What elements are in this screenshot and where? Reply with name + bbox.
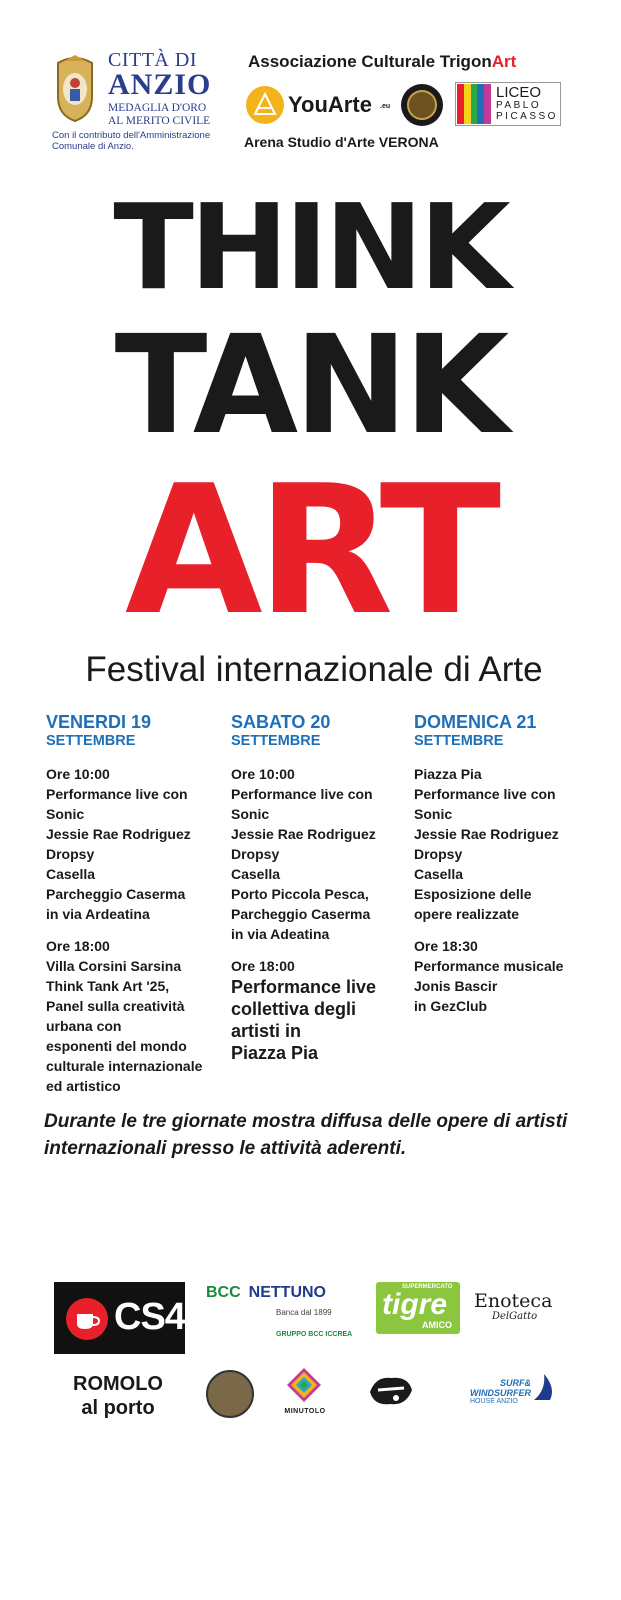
festival-subtitle: Festival internazionale di Arte [85, 650, 543, 689]
event-line: Casella [231, 866, 281, 882]
romolo-sponsor [54, 1372, 182, 1420]
event-line-large: artisti in [231, 1021, 302, 1041]
seal-logo-icon [401, 84, 443, 126]
event-line: Jessie Rae Rodriguez [231, 826, 376, 842]
tigre-amico: AMICO [422, 1320, 452, 1330]
month-title: SETTEMBRE [46, 733, 136, 749]
minutolo-mark-icon [287, 1368, 321, 1402]
event-line: Performance musicale [414, 958, 564, 974]
event-line: Performance live con [46, 786, 188, 802]
surf-line-2: WINDSURFER [470, 1388, 531, 1398]
event-line: Dropsy [414, 846, 463, 862]
liceo-line-2: PABLO [496, 100, 542, 111]
contribution-line-2: Comunale di Anzio. [52, 141, 134, 153]
event-line: Sonic [231, 806, 270, 822]
liceo-picasso-logo [455, 82, 561, 126]
event-line: Jonis Bascir [414, 978, 498, 994]
event-line: Sonic [46, 806, 85, 822]
bcc-nettuno-logo [206, 1284, 352, 1338]
cs4-label: CS4 [114, 1296, 185, 1338]
event-line: Villa Corsini Sarsina [46, 958, 182, 974]
coffee-cup-icon [66, 1298, 108, 1340]
tigre-super: SUPERMERCATO [402, 1284, 453, 1290]
event-line: Sonic [414, 806, 453, 822]
event-line: in via Adeatina [231, 926, 330, 942]
title-art: ART [124, 447, 496, 654]
association-prefix: Associazione Culturale Trigon [248, 52, 492, 71]
event-line: Ore 10:00 [46, 766, 110, 782]
event-line: Performance live con [414, 786, 556, 802]
romolo-line-2: al porto [81, 1397, 155, 1419]
event-line: esponenti del mondo [46, 1038, 187, 1054]
surf-windsurfer-logo [470, 1378, 531, 1405]
tigre-label: tigre [382, 1288, 448, 1321]
footer-note: Durante le tre giornate mostra diffusa delle opere di artisti internazionali presso le attività aderenti. [44, 1111, 568, 1159]
association-suffix: Art [491, 52, 517, 71]
youarte-logo-icon [246, 86, 284, 124]
title-tank: TANK [114, 307, 506, 465]
event-line: Casella [46, 866, 96, 882]
arena-studio: Arena Studio d'Arte VERONA [244, 134, 439, 150]
schedule-friday [46, 712, 224, 1096]
bcc-group: GRUPPO BCC ICCREA [276, 1331, 353, 1338]
event-line-large: Performance live [231, 977, 377, 997]
minutolo-label: MINUTOLO [284, 1408, 326, 1415]
romolo-line-1: ROMOLO [73, 1373, 163, 1395]
event-line: opere realizzate [414, 906, 520, 922]
event-line: Panel sulla creatività [46, 998, 185, 1014]
event-line: Jessie Rae Rodriguez [414, 826, 559, 842]
event-line: ed artistico [46, 1078, 121, 1094]
event-line: Ore 18:30 [414, 938, 478, 954]
event-line-large: collettiva degli [231, 999, 357, 1019]
liceo-line-3: PICASSO [496, 111, 558, 122]
event-line: Dropsy [231, 846, 280, 862]
surf-line-3: HOUSE ANZIO [470, 1398, 518, 1405]
contribution-line-1: Con il contributo dell'Amministrazione [52, 130, 211, 141]
youarte-eu: .eu [380, 103, 391, 110]
sail-icon [530, 1374, 556, 1402]
tigre-amico-logo [376, 1282, 460, 1334]
event-line: in via Ardeatina [46, 906, 150, 922]
nettuno-label: NETTUNO [248, 1284, 326, 1301]
cs4-logo [54, 1282, 185, 1354]
liceo-line-1: LICEO [496, 84, 542, 101]
event-line: Performance live con [231, 786, 373, 802]
event-line: Piazza Pia [414, 766, 482, 782]
bcc-label: BCC [206, 1284, 241, 1301]
event-line: Parcheggio Caserma [231, 906, 371, 922]
gezclub-logo-icon [366, 1372, 416, 1410]
month-title: SETTEMBRE [231, 733, 321, 749]
surf-line-1: SURF& [500, 1378, 531, 1388]
event-line: Esposizione delle [414, 886, 532, 902]
month-title: SETTEMBRE [414, 733, 504, 749]
anzio-crest-icon [52, 55, 98, 123]
event-line: Jessie Rae Rodriguez [46, 826, 191, 842]
day-title: DOMENICA 21 [414, 712, 537, 732]
round-badge-logo-icon [206, 1370, 254, 1418]
event-line: Think Tank Art '25, [46, 978, 170, 994]
city-line-1: CITTÀ DI [108, 49, 197, 71]
event-line: culturale internazionale [46, 1058, 203, 1074]
event-line: Ore 10:00 [231, 766, 295, 782]
event-line: Ore 18:00 [231, 958, 295, 974]
city-line-2: ANZIO [108, 68, 212, 101]
event-line: in GezClub [414, 998, 488, 1014]
city-medal-1: MEDAGLIA D'ORO [108, 102, 207, 114]
youarte-label: YouArte [288, 92, 372, 117]
enoteca-sub: DelGatto [492, 1311, 538, 1322]
enoteca-logo: Enoteca [474, 1290, 553, 1312]
city-of-anzio-logo [108, 50, 228, 128]
event-line: Parcheggio Caserma [46, 886, 186, 902]
color-bars-icon [457, 84, 491, 124]
schedule-saturday [231, 712, 409, 1064]
event-line: Ore 18:00 [46, 938, 110, 954]
day-title: VENERDI 19 [46, 712, 152, 732]
event-line-large: Piazza Pia [231, 1043, 319, 1063]
title-think: THINK [113, 178, 507, 316]
association-title [248, 52, 516, 72]
schedule-sunday [414, 712, 594, 1016]
event-line: Casella [414, 866, 464, 882]
city-medal-2: AL MERITO CIVILE [108, 115, 211, 128]
event-line: Porto Piccola Pesca, [231, 886, 369, 902]
bcc-since: Banca dal 1899 [276, 1308, 332, 1317]
event-line: urbana con [46, 1018, 122, 1034]
day-title: SABATO 20 [231, 712, 331, 732]
contribution-note [52, 130, 232, 153]
event-line: Dropsy [46, 846, 95, 862]
